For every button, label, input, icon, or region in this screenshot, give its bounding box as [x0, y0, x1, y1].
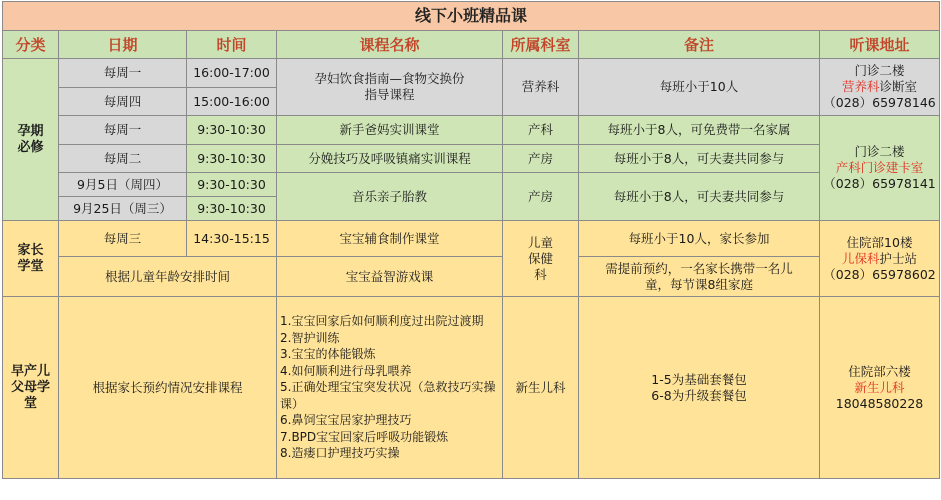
address-line: 住院部六楼 — [848, 363, 911, 379]
date-cell: 9月5日（周四） — [59, 173, 187, 197]
address-highlight: 新生儿科 — [854, 379, 905, 395]
address-line: 住院部10楼 — [846, 234, 913, 250]
course-cell: 宝宝辅食制作课堂 — [277, 221, 503, 257]
header-note: 备注 — [579, 31, 820, 59]
department-cell: 儿童保健科 — [503, 221, 579, 297]
table-title: 线下小班精品课 — [3, 2, 940, 31]
address-phone: 18048580228 — [835, 395, 924, 411]
note-cell: 每班小于8人，可夫妻共同参与 — [579, 173, 820, 221]
time-cell: 9:30-10:30 — [187, 145, 277, 173]
time-cell: 9:30-10:30 — [187, 173, 277, 197]
table-row — [3, 221, 940, 257]
course-cell: 分娩技巧及呼吸镇痛实训课程 — [277, 145, 503, 173]
course-schedule-table — [2, 1, 940, 479]
address-highlight: 儿保科 — [841, 250, 880, 266]
list-item: 6.鼻饲宝宝居家护理技巧 — [280, 413, 412, 428]
note-cell: 每班小于10人，家长参加 — [579, 221, 820, 257]
header-time: 时间 — [187, 31, 277, 59]
header-category: 分类 — [3, 31, 59, 59]
address-cell — [820, 59, 940, 116]
table-row — [3, 257, 940, 297]
address-phone: （028）65978146 — [823, 95, 936, 110]
note-cell: 每班小于10人 — [579, 59, 820, 116]
time-cell: 15:00-16:00 — [187, 88, 277, 116]
course-cell: 宝宝益智游戏课 — [277, 257, 503, 297]
date-cell: 9月25日（周三） — [59, 197, 187, 221]
address-room: 营养科诊断室 — [841, 79, 918, 94]
address-line: 门诊二楼 — [854, 63, 905, 78]
table-row — [3, 173, 940, 197]
date-cell: 每周一 — [59, 116, 187, 145]
category-parent: 家长学堂 — [3, 221, 59, 297]
address-room: 儿保科护士站 — [841, 250, 918, 266]
note-cell: 每班小于8人，可夫妻共同参与 — [579, 145, 820, 173]
address-phone: （028）65978141 — [823, 176, 936, 191]
course-cell: 新手爸妈实训课堂 — [277, 116, 503, 145]
date-time-cell: 根据儿童年龄安排时间 — [59, 257, 277, 297]
address-highlight: 产科门诊建卡室 — [835, 160, 924, 175]
address-cell — [820, 116, 940, 221]
date-cell: 每周四 — [59, 88, 187, 116]
list-item: 3.宝宝的体能锻炼 — [280, 347, 376, 362]
list-item: 8.造瘘口护理技巧实操 — [280, 446, 400, 461]
time-cell: 14:30-15:15 — [187, 221, 277, 257]
address-phone: （028）65978602 — [823, 266, 936, 282]
date-cell: 每周二 — [59, 145, 187, 173]
header-date: 日期 — [59, 31, 187, 59]
address-highlight: 营养科 — [841, 79, 880, 94]
time-cell: 16:00-17:00 — [187, 59, 277, 88]
department-cell: 营养科 — [503, 59, 579, 116]
time-cell: 9:30-10:30 — [187, 116, 277, 145]
list-item: 5.正确处理宝宝突发状况（急救技巧实操课） — [280, 380, 496, 411]
header-row — [3, 31, 940, 59]
date-cell: 每周一 — [59, 59, 187, 88]
table-row — [3, 59, 940, 88]
list-item: 2.智护训练 — [280, 330, 340, 345]
header-course: 课程名称 — [277, 31, 503, 59]
department-cell: 产房 — [503, 173, 579, 221]
note-line: 1-5为基础套餐包 — [651, 371, 747, 387]
note-cell — [579, 297, 820, 479]
course-cell: 音乐亲子胎教 — [277, 173, 503, 221]
course-cell: 孕妇饮食指南—食物交换份指导课程 — [277, 59, 503, 116]
note-line: 6-8为升级套餐包 — [651, 387, 747, 403]
department-cell: 产科 — [503, 116, 579, 145]
address-cell — [820, 297, 940, 479]
header-department: 所属科室 — [503, 31, 579, 59]
table-row — [3, 145, 940, 173]
table-row — [3, 297, 940, 479]
category-preterm: 早产儿父母学堂 — [3, 297, 59, 479]
department-cell: 产房 — [503, 145, 579, 173]
address-line: 门诊二楼 — [854, 144, 905, 159]
table-row — [3, 116, 940, 145]
list-item: 4.如何顺利进行母乳喂养 — [280, 363, 412, 378]
list-item: 1.宝宝回家后如何顺利度过出院过渡期 — [280, 314, 484, 329]
category-pregnancy: 孕期必修 — [3, 59, 59, 221]
time-cell: 9:30-10:30 — [187, 197, 277, 221]
department-cell: 新生儿科 — [503, 297, 579, 479]
note-cell: 每班小于8人，可免费带一名家属 — [579, 116, 820, 145]
address-cell — [820, 221, 940, 297]
course-list — [277, 297, 503, 479]
date-time-cell: 根据家长预约情况安排课程 — [59, 297, 277, 479]
list-item: 7.BPD宝宝回家后呼吸功能锻炼 — [280, 429, 449, 444]
header-address: 听课地址 — [820, 31, 940, 59]
date-cell: 每周三 — [59, 221, 187, 257]
note-cell: 需提前预约，一名家长携带一名儿童，每节课8组家庭 — [579, 257, 820, 297]
